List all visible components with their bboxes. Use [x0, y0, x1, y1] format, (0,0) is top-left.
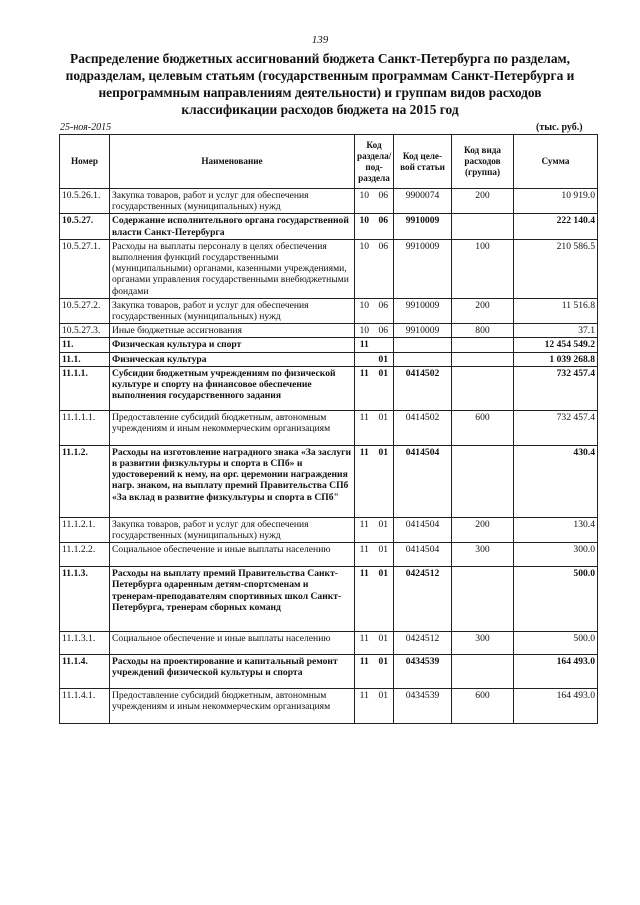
cell-sum: 11 516.8 — [514, 298, 598, 323]
cell-pod: 01 — [374, 655, 394, 689]
cell-pod: 06 — [374, 189, 394, 214]
cell-sum: 164 493.0 — [514, 689, 598, 724]
cell-pod: 01 — [374, 352, 394, 366]
cell-cel: 0414502 — [394, 410, 452, 445]
cell-num: 10.5.26.1. — [60, 189, 110, 214]
cell-name: Иные бюджетные ассигнования — [110, 324, 355, 338]
cell-vid: 300 — [452, 543, 514, 567]
cell-sum: 222 140.4 — [514, 214, 598, 239]
cell-name: Расходы на изготовление наградного знака «За заслуги в развитии физкультуры и спорта в СПб» и удостоверений к нему, на орг. церемонии награждения нагр. знаком, на выплату премий Правительства СПб «За вклад в развитие физкультуры и спорта в СПб" — [110, 445, 355, 517]
table-row — [60, 239, 598, 298]
cell-pod: 01 — [374, 366, 394, 410]
cell-sum: 37.1 — [514, 324, 598, 338]
cell-num: 11.1. — [60, 352, 110, 366]
cell-num: 11.1.4.1. — [60, 689, 110, 724]
cell-name: Расходы на выплаты персоналу в целях обеспечения выполнения функций государственными (муниципальными) органами, казенными учреждениями, органами управления государственными внебюджетными фондами — [110, 239, 355, 298]
table-row — [60, 410, 598, 445]
cell-cel: 0424512 — [394, 567, 452, 632]
cell-pod: 01 — [374, 517, 394, 542]
cell-cel: 9910009 — [394, 214, 452, 239]
cell-razd: 11 — [355, 445, 374, 517]
table-row — [60, 189, 598, 214]
cell-sum: 164 493.0 — [514, 655, 598, 689]
cell-sum: 500.0 — [514, 567, 598, 632]
cell-num: 10.5.27.2. — [60, 298, 110, 323]
cell-cel: 0434539 — [394, 655, 452, 689]
cell-vid: 300 — [452, 632, 514, 655]
cell-name: Субсидии бюджетным учреждениям по физической культуре и спорту на финансовое обеспечение выполнения государственного задания — [110, 366, 355, 410]
cell-num: 11.1.2.2. — [60, 543, 110, 567]
cell-razd: 11 — [355, 338, 374, 352]
cell-cel: 9910009 — [394, 324, 452, 338]
table-row — [60, 445, 598, 517]
cell-vid: 200 — [452, 298, 514, 323]
cell-razd: 11 — [355, 632, 374, 655]
cell-sum: 130.4 — [514, 517, 598, 542]
header-num: Номер — [60, 135, 110, 189]
cell-razd: 11 — [355, 543, 374, 567]
cell-cel: 0414502 — [394, 366, 452, 410]
table-row — [60, 352, 598, 366]
cell-pod: 01 — [374, 689, 394, 724]
cell-sum: 12 454 549.2 — [514, 338, 598, 352]
cell-vid: 800 — [452, 324, 514, 338]
cell-vid: 200 — [452, 517, 514, 542]
cell-vid — [452, 338, 514, 352]
cell-cel: 0414504 — [394, 445, 452, 517]
cell-name: Предоставление субсидий бюджетным, автономным учреждениям и иным некоммерческим организациям — [110, 410, 355, 445]
cell-num: 11.1.2. — [60, 445, 110, 517]
cell-pod — [374, 338, 394, 352]
cell-cel — [394, 352, 452, 366]
cell-name: Закупка товаров, работ и услуг для обеспечения государственных (муниципальных) нужд — [110, 189, 355, 214]
cell-pod: 01 — [374, 543, 394, 567]
cell-pod: 01 — [374, 445, 394, 517]
cell-cel: 0424512 — [394, 632, 452, 655]
cell-pod: 06 — [374, 324, 394, 338]
header-sum: Сумма — [514, 135, 598, 189]
cell-vid — [452, 214, 514, 239]
cell-name: Социальное обеспечение и иные выплаты населению — [110, 632, 355, 655]
cell-razd — [355, 352, 374, 366]
cell-cel: 9910009 — [394, 239, 452, 298]
units-label: (тыс. руб.) — [536, 122, 583, 133]
cell-cel — [394, 338, 452, 352]
page-number: 139 — [311, 34, 329, 46]
cell-razd: 11 — [355, 655, 374, 689]
cell-sum: 732 457.4 — [514, 410, 598, 445]
header-razd: Код раздела/ под-раздела — [355, 135, 394, 189]
cell-num: 11.1.3. — [60, 567, 110, 632]
cell-vid — [452, 445, 514, 517]
cell-vid: 100 — [452, 239, 514, 298]
cell-pod: 06 — [374, 214, 394, 239]
cell-vid: 200 — [452, 189, 514, 214]
cell-vid — [452, 567, 514, 632]
cell-name: Предоставление субсидий бюджетным, автономным учреждениям и иным некоммерческим организациям — [110, 689, 355, 724]
table-row — [60, 632, 598, 655]
cell-sum: 10 919.0 — [514, 189, 598, 214]
cell-num: 11.1.1. — [60, 366, 110, 410]
table-row — [60, 214, 598, 239]
cell-name: Расходы на проектирование и капитальный ремонт учреждений физической культуры и спорта — [110, 655, 355, 689]
table-row — [60, 298, 598, 323]
cell-pod: 06 — [374, 239, 394, 298]
cell-pod: 01 — [374, 567, 394, 632]
cell-num: 11.1.3.1. — [60, 632, 110, 655]
cell-sum: 300.0 — [514, 543, 598, 567]
cell-num: 10.5.27.3. — [60, 324, 110, 338]
cell-name: Физическая культура — [110, 352, 355, 366]
table-row — [60, 655, 598, 689]
cell-sum: 430.4 — [514, 445, 598, 517]
cell-sum: 500.0 — [514, 632, 598, 655]
cell-cel: 0414504 — [394, 517, 452, 542]
table-row — [60, 517, 598, 542]
cell-num: 11.1.2.1. — [60, 517, 110, 542]
cell-cel: 9900074 — [394, 189, 452, 214]
table-header-row — [60, 135, 598, 189]
cell-razd: 10 — [355, 324, 374, 338]
table-row — [60, 543, 598, 567]
cell-razd: 10 — [355, 189, 374, 214]
header-vid: Код вида расходов (группа) — [452, 135, 514, 189]
cell-cel: 0414504 — [394, 543, 452, 567]
cell-sum: 1 039 268.8 — [514, 352, 598, 366]
cell-vid: 600 — [452, 410, 514, 445]
table-row — [60, 689, 598, 724]
budget-table — [59, 134, 598, 724]
cell-razd: 11 — [355, 517, 374, 542]
cell-pod: 06 — [374, 298, 394, 323]
cell-razd: 11 — [355, 689, 374, 724]
cell-razd: 10 — [355, 298, 374, 323]
cell-num: 11. — [60, 338, 110, 352]
cell-sum: 210 586.5 — [514, 239, 598, 298]
cell-vid — [452, 366, 514, 410]
cell-vid — [452, 655, 514, 689]
cell-name: Расходы на выплату премий Правительства Санкт-Петербурга одаренным детям-спортсменам и тренерам-преподавателям спортивных школ Санкт-Петербурга, тренерам сборных команд — [110, 567, 355, 632]
cell-razd: 10 — [355, 214, 374, 239]
cell-pod: 01 — [374, 410, 394, 445]
cell-name: Закупка товаров, работ и услуг для обеспечения государственных (муниципальных) нужд — [110, 517, 355, 542]
cell-cel: 0434539 — [394, 689, 452, 724]
cell-name: Социальное обеспечение и иные выплаты населению — [110, 543, 355, 567]
table-row — [60, 567, 598, 632]
cell-num: 11.1.4. — [60, 655, 110, 689]
cell-razd: 11 — [355, 366, 374, 410]
table-row — [60, 366, 598, 410]
header-cel: Код целе-вой статьи — [394, 135, 452, 189]
cell-vid: 600 — [452, 689, 514, 724]
cell-cel: 9910009 — [394, 298, 452, 323]
cell-num: 10.5.27.1. — [60, 239, 110, 298]
cell-razd: 11 — [355, 410, 374, 445]
cell-razd: 10 — [355, 239, 374, 298]
cell-vid — [452, 352, 514, 366]
cell-pod: 01 — [374, 632, 394, 655]
table-row — [60, 338, 598, 352]
cell-razd: 11 — [355, 567, 374, 632]
cell-num: 10.5.27. — [60, 214, 110, 239]
cell-name: Содержание исполнительного органа государственной власти Санкт-Петербурга — [110, 214, 355, 239]
header-name: Наименование — [110, 135, 355, 189]
cell-num: 11.1.1.1. — [60, 410, 110, 445]
table-row — [60, 324, 598, 338]
cell-sum: 732 457.4 — [514, 366, 598, 410]
cell-name: Закупка товаров, работ и услуг для обеспечения государственных (муниципальных) нужд — [110, 298, 355, 323]
cell-name: Физическая культура и спорт — [110, 338, 355, 352]
document-title: Распределение бюджетных ассигнований бюджета Санкт-Петербурга по разделам, подразделам, целевым статьям (государственным программам Санкт-Петербурга и непрограммным направлениям деятельности) и группам видов расходов классификации расходов бюджета на 2015 год — [65, 51, 575, 117]
document-date: 25-ноя-2015 — [60, 122, 112, 133]
